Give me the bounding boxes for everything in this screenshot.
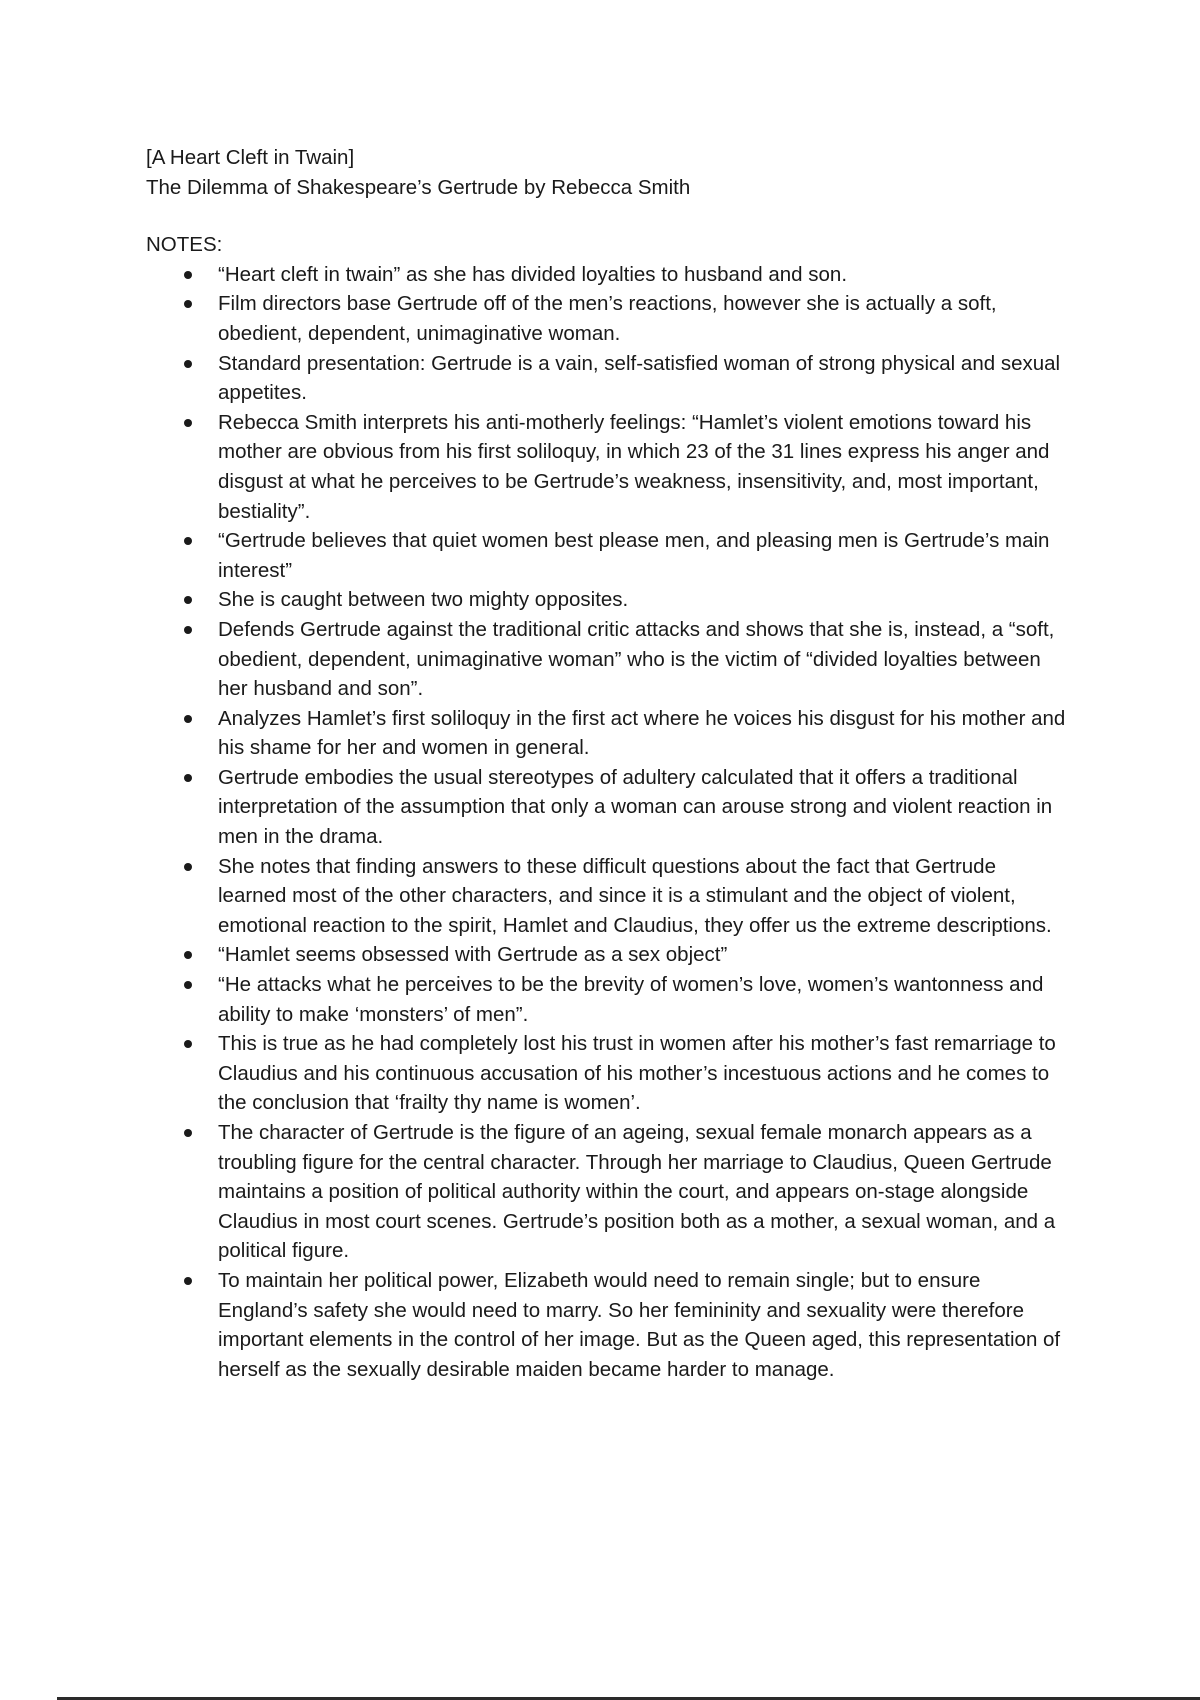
notes-heading: NOTES: — [146, 233, 223, 257]
list-item-text: The character of Gertrude is the figure of an ageing, sexual female monarch appears as a troubling figure for the central character. Through her marriage to Claudius, Queen Gertrude maintains a position of political authority within the court, and appears on-stage alongside Claudius in most court scenes. Gertrude’s position both as a mother, a sexual woman, and a political figure. — [218, 1121, 1056, 1263]
list-item — [146, 1029, 1066, 1118]
bullet-icon — [184, 951, 192, 959]
list-item — [146, 704, 1066, 763]
list-item-text: Gertrude embodies the usual stereotypes of adultery calculated that it offers a traditional interpretation of the assumption that only a woman can arouse strong and violent reaction in men in the drama. — [218, 765, 1053, 849]
list-item — [146, 970, 1066, 1029]
list-item — [146, 349, 1066, 408]
notes-list — [146, 260, 1066, 1385]
list-item — [146, 615, 1066, 704]
list-item — [146, 852, 1066, 941]
list-item — [146, 1118, 1066, 1266]
list-item-text: This is true as he had completely lost his trust in women after his mother’s fast remarriage to Claudius and his continuous accusation of his mother’s incestuous actions and he comes to the conclusion that ‘frailty thy name is women’. — [218, 1032, 1056, 1115]
list-item — [146, 1266, 1066, 1384]
bullet-icon — [184, 596, 192, 604]
bullet-icon — [184, 715, 192, 723]
list-item-text: She notes that finding answers to these difficult questions about the fact that Gertrude learned most of the other characters, and since it is a stimulant and the object of violent, emotional reaction to the spirit, Hamlet and Claudius, they offer us the extreme descriptions. — [218, 854, 1052, 937]
list-item-text: “Heart cleft in twain” as she has divided loyalties to husband and son. — [218, 262, 848, 286]
bullet-icon — [184, 360, 192, 368]
list-item — [146, 289, 1066, 348]
list-item-text: Rebecca Smith interprets his anti-motherly feelings: “Hamlet’s violent emotions toward his mother are obvious from his first soliloquy, in which 23 of the 31 lines express his anger and disgust at what he perceives to be Gertrude’s weakness, insensitivity, and, most important, bestiality”. — [218, 410, 1050, 523]
list-item — [146, 940, 1066, 970]
list-item-text: She is caught between two mighty opposites. — [218, 588, 629, 612]
list-item-text: “He attacks what he perceives to be the brevity of women’s love, women’s wantonness and ability to make ‘monsters’ of men”. — [218, 973, 1044, 1026]
list-item — [146, 408, 1066, 526]
list-item — [146, 260, 1066, 290]
bullet-icon — [184, 419, 192, 427]
bullet-icon — [184, 300, 192, 308]
list-item-text: “Hamlet seems obsessed with Gertrude as a sex object” — [218, 943, 728, 967]
spacer — [146, 202, 1066, 230]
bullet-icon — [184, 774, 192, 782]
list-item-text: “Gertrude believes that quiet women best please men, and pleasing men is Gertrude’s main interest” — [218, 529, 1050, 582]
list-item-text: Standard presentation: Gertrude is a vain, self-satisfied woman of strong physical and sexual appetites. — [218, 351, 1061, 405]
list-item-text: Defends Gertrude against the traditional critic attacks and shows that she is, instead, a “soft, obedient, dependent, unimaginative woman” who is the victim of “divided loyalties between her husband and son”. — [218, 617, 1055, 701]
list-item — [146, 526, 1066, 585]
bullet-icon — [184, 626, 192, 634]
bullet-icon — [184, 271, 192, 279]
document-body — [146, 143, 1066, 1384]
list-item — [146, 763, 1066, 852]
document-title: [A Heart Cleft in Twain] — [146, 146, 355, 169]
bullet-icon — [184, 1129, 192, 1137]
bullet-icon — [184, 537, 192, 545]
bullet-icon — [184, 981, 192, 989]
list-item — [146, 585, 1066, 615]
bullet-icon — [184, 1040, 192, 1048]
document-subtitle: The Dilemma of Shakespeare’s Gertrude by Rebecca Smith — [146, 175, 691, 199]
bullet-icon — [184, 863, 192, 871]
list-item-text: To maintain her political power, Elizabeth would need to remain single; but to ensure England’s safety she would need to marry. So her femininity and sexuality were therefore important elements in the control of her image. But as the Queen aged, this representation of herself as the sexually desirable maiden became harder to manage. — [218, 1268, 1061, 1381]
list-item-text: Film directors base Gertrude off of the men’s reactions, however she is actually a soft, obedient, dependent, unimaginative woman. — [218, 292, 997, 345]
bullet-icon — [184, 1277, 192, 1285]
list-item-text: Analyzes Hamlet’s first soliloquy in the first act where he voices his disgust for his mother and his shame for her and women in general. — [218, 706, 1066, 760]
